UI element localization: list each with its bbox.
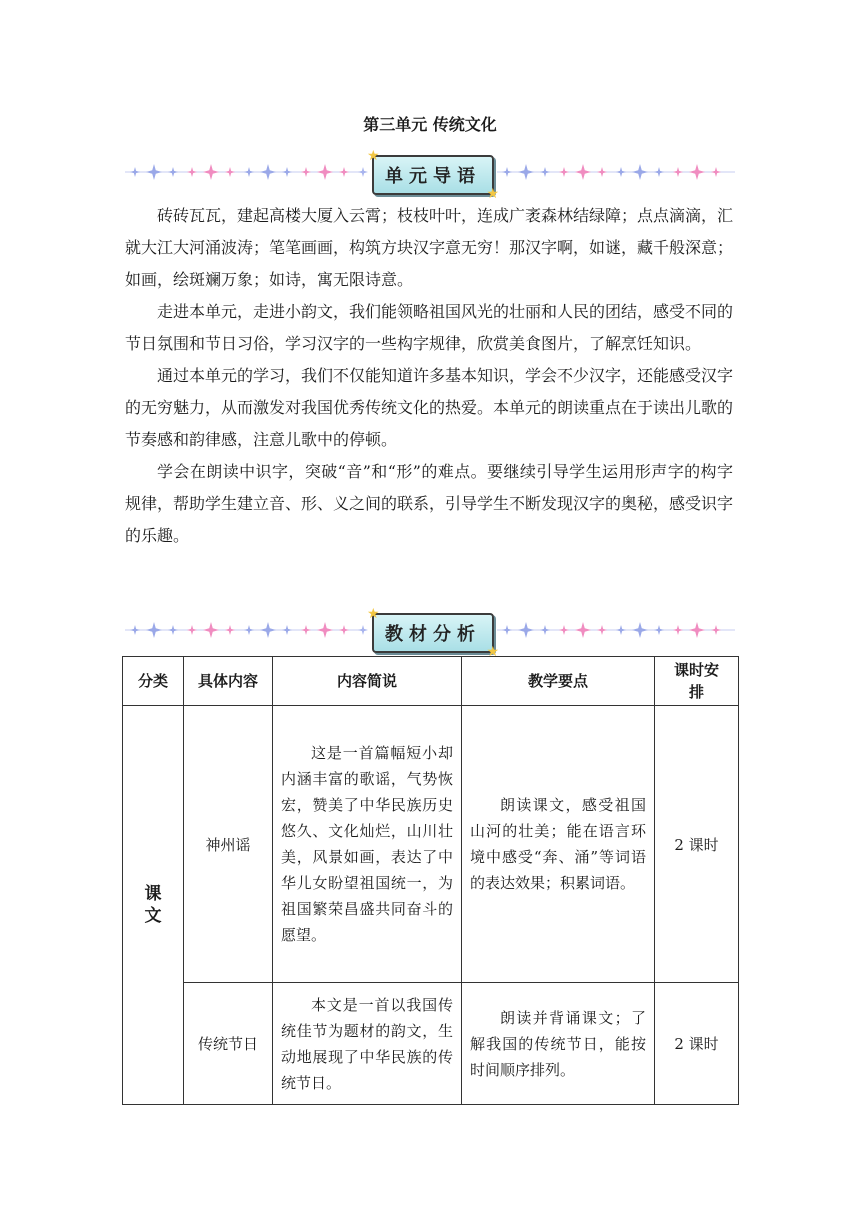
hours-cell: 2 课时 <box>655 706 739 983</box>
header-summary: 内容简说 <box>273 657 462 706</box>
content-cell: 传统节日 <box>184 983 273 1105</box>
section-badge-analysis <box>367 606 499 660</box>
category-cell <box>123 706 184 1105</box>
section-divider-analysis <box>125 606 735 660</box>
points-cell <box>462 983 655 1105</box>
summary-cell <box>273 706 462 983</box>
section-divider-guide <box>125 148 735 202</box>
unit-intro <box>125 200 733 552</box>
intro-paragraph: 学会在朗读中识字，突破“音”和“形”的难点。要继续引导学生运用形声字的构字规律，帮助学生建立音、形、义之间的联系，引导学生不断发现汉字的奥秘，感受识字的乐趣。 <box>125 462 734 545</box>
header-hours: 课时安排 <box>655 657 739 706</box>
intro-paragraph: 走进本单元，走进小韵文，我们能领略祖国风光的壮丽和人民的团结，感受不同的节日氛围和节日习俗，学习汉字的一些构字规律，欣赏美食图片，了解烹饪知识。 <box>125 302 734 353</box>
table-header-row <box>123 657 739 706</box>
analysis-table <box>122 656 739 1105</box>
summary-text: 本文是一首以我国传统佳节为题材的韵文，生动地展现了中华民族的传统节日。 <box>281 995 453 1092</box>
category-label: 课文 <box>144 884 162 926</box>
page-title: 第三单元 传统文化 <box>363 115 497 134</box>
section-label-analysis: 教材分析 <box>385 624 481 645</box>
section-label-guide: 单元导语 <box>385 166 481 187</box>
star-icon: ★ <box>367 148 380 164</box>
header-content: 具体内容 <box>184 657 273 706</box>
star-icon: ★ <box>367 606 380 622</box>
summary-text: 这是一首篇幅短小却内涵丰富的歌谣，气势恢宏，赞美了中华民族历史悠久、文化灿烂，山川壮美，风景如画，表达了中华儿女盼望祖国统一，为祖国繁荣昌盛共同奋斗的愿望。 <box>281 744 453 944</box>
intro-paragraph: 砖砖瓦瓦，建起高楼大厦入云霄；枝枝叶叶，连成广袤森林结绿障；点点滴滴，汇就大江大河涌波涛；笔笔画画，构筑方块汉字意无穷！那汉字啊，如谜，藏千般深意；如画，绘斑斓万象；如诗，寓无限诗意。 <box>125 206 734 289</box>
section-badge-guide <box>367 148 499 202</box>
points-text: 朗读课文，感受祖国山河的壮美；能在语言环境中感受“奔、涌”等词语的表达效果；积累词语。 <box>470 796 646 892</box>
hours-cell: 2 课时 <box>655 983 739 1105</box>
table-row <box>123 983 739 1105</box>
summary-cell <box>273 983 462 1105</box>
points-cell <box>462 706 655 983</box>
points-text: 朗读并背诵课文；了解我国的传统节日，能按时间顺序排列。 <box>470 1008 646 1079</box>
intro-paragraph: 通过本单元的学习，我们不仅能知道许多基本知识，学会不少汉字，还能感受汉字的无穷魅力，从而激发对我国优秀传统文化的热爱。本单元的朗读重点在于读出儿歌的节奏感和韵律感，注意儿歌中的停顿。 <box>125 366 734 449</box>
table-row <box>123 706 739 983</box>
header-category: 分类 <box>123 657 184 706</box>
star-icon: ★ <box>486 644 499 660</box>
content-cell: 神州谣 <box>184 706 273 983</box>
star-icon: ★ <box>486 186 499 202</box>
header-points: 教学要点 <box>462 657 655 706</box>
